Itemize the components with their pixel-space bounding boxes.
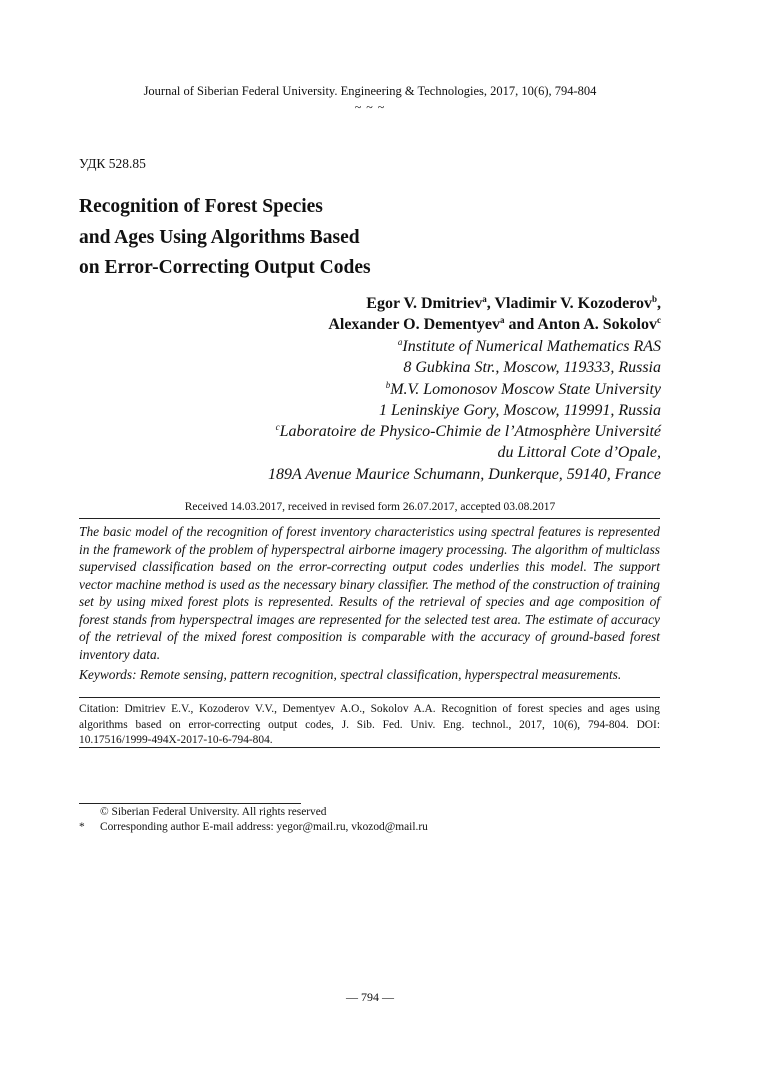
affil-mark: c xyxy=(275,422,280,433)
affiliation-line xyxy=(268,400,661,421)
affiliation-text: Institute of Numerical Mathematics RAS xyxy=(402,338,661,355)
affiliation-line xyxy=(268,421,661,442)
affiliation-text: du Littoral Cote d’Opale, xyxy=(497,444,661,462)
affil-mark: a xyxy=(397,337,403,347)
affiliation-text: M.V. Lomonosov Moscow State University xyxy=(390,380,661,398)
affiliation-text: 8 Gubkina Str., Moscow, 119333, Russia xyxy=(403,359,661,377)
affil-mark: b xyxy=(385,379,391,390)
author-affil-mark: a xyxy=(482,294,487,304)
affiliation-text: Laboratoire de Physico-Chimie de l’Atmosphère Université xyxy=(279,423,661,441)
author-affil-mark: b xyxy=(651,294,657,304)
citation-bottom-rule xyxy=(79,747,660,748)
paper-title xyxy=(79,192,539,284)
abstract-top-rule xyxy=(79,518,660,519)
footnote-asterisk: * xyxy=(79,821,85,833)
affiliation-text: 189A Avenue Maurice Schumann, Dunkerque, 59140, France xyxy=(268,465,661,483)
affiliation-line xyxy=(268,357,661,378)
author-list xyxy=(328,293,661,335)
footnote-rule xyxy=(79,803,301,804)
affiliation-line xyxy=(268,464,661,485)
affiliation-text: 1 Leninskiye Gory, Moscow, 119991, Russia xyxy=(378,401,661,419)
journal-header: Journal of Siberian Federal University. Engineering & Technologies, 2017, 10(6), 794-804 xyxy=(143,84,597,98)
keywords: Keywords: Remote sensing, pattern recognition, spectral classification, hyperspectral measurements. xyxy=(79,667,622,682)
citation-top-rule xyxy=(79,697,660,698)
author-name: Anton A. Sokolov xyxy=(537,316,657,333)
author-affil-mark: c xyxy=(657,315,661,325)
footnote-corresponding xyxy=(79,820,428,835)
author-separator: , xyxy=(486,295,495,312)
author-affil-mark: a xyxy=(499,315,505,325)
affiliation-line xyxy=(268,379,661,400)
affiliation-line xyxy=(268,442,661,463)
title-line: and Ages Using Algorithms Based xyxy=(79,226,360,248)
author-line xyxy=(328,314,661,335)
corresponding-author-text: Corresponding author E-mail address: yegor@mail.ru, vkozod@mail.ru xyxy=(100,821,428,833)
udk-code: УДК 528.85 xyxy=(79,156,146,171)
author-line xyxy=(328,293,661,314)
citation: Citation: Dmitriev E.V., Kozoderov V.V., Dementyev A.O., Sokolov A.A. Recognition of forest species and ages using algorithms based on error-correcting output codes, J. Sib. Fed. Univ. Eng. technol., 2017, 10(6), 794-804. DOI: 10.17516/1999-494X-2017-10-6-794-804. xyxy=(79,703,660,746)
title-line: on Error-Correcting Output Codes xyxy=(79,257,371,278)
author-separator: , xyxy=(657,295,661,312)
abstract: The basic model of the recognition of forest inventory characteristics using spectral features is represented in the framework of the problem of hyperspectral airborne imagery processing. The algorithm of multiclass supervised classification based on the error-correcting output codes underlies this model. The support vector machine method is used as the necessary binary classifier. The method of the construction of training set by using mixed forest plots is represented. Results of the retrieval of species and age composition of forest stands from hyperspectral images are represented for the selected test area. The estimate of accuracy of the retrieval of the mixed forest composition is comparable with the accuracy of ground-based forest inventory data. xyxy=(79,524,660,662)
title-line: Recognition of Forest Species xyxy=(79,196,323,217)
copyright-text: © Siberian Federal University. All rights reserved xyxy=(100,806,327,818)
received-dates: Received 14.03.2017, received in revised form 26.07.2017, accepted 03.08.2017 xyxy=(184,501,556,513)
author-name: Egor V. Dmitriev xyxy=(366,295,483,312)
page-number: — 794 — xyxy=(346,990,394,1004)
affiliation-line xyxy=(268,336,661,357)
footnote-copyright xyxy=(79,805,327,820)
affiliations xyxy=(268,336,661,485)
header-ornament: ~ ~ ~ xyxy=(354,100,386,114)
author-name: Alexander O. Dementyev xyxy=(328,316,500,333)
author-name: Vladimir V. Kozoderov xyxy=(494,295,652,312)
author-separator: and xyxy=(504,316,538,333)
